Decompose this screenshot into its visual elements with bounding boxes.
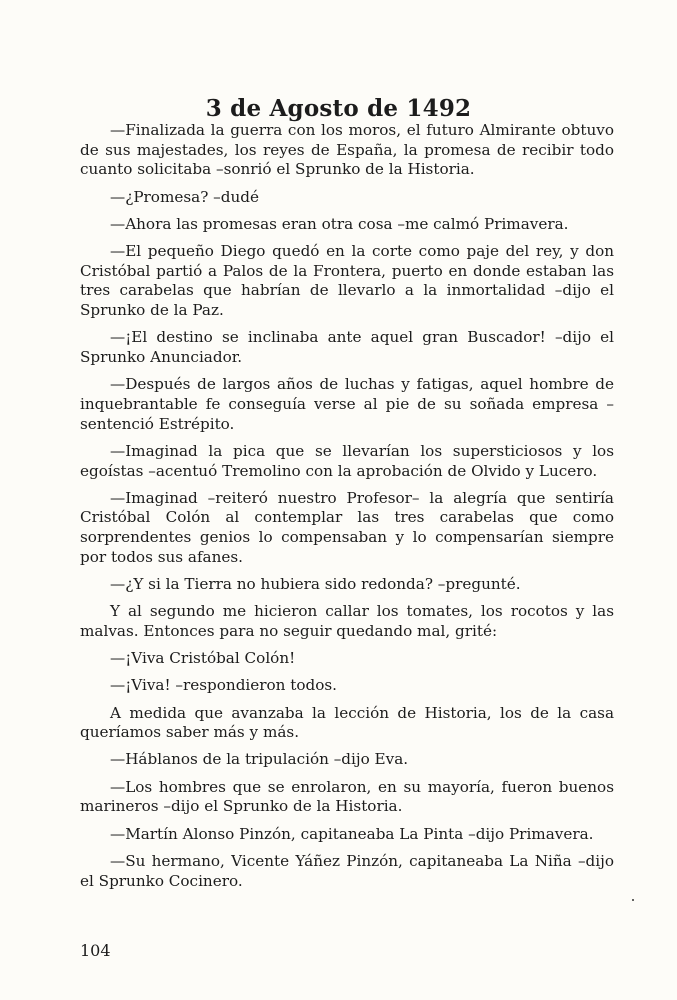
paragraph: —¿Promesa? –dudé [110, 187, 259, 206]
page-number: 104 [80, 941, 111, 960]
body-text [80, 121, 614, 899]
paragraph: —¡Viva Cristóbal Colón! [110, 649, 296, 668]
print-speck [632, 899, 634, 901]
paragraph: —Su hermano, Vicente Yáñez Pinzón, capitaneaba La Niña –dijo el Sprunko Cocinero. [80, 851, 614, 890]
paragraph: —¿Y si la Tierra no hubiera sido redonda? –pregunté. [110, 575, 521, 594]
paragraph: —El pequeño Diego quedó en la corte como paje del rey, y don Cristóbal partió a Palos de la Frontera, puerto en donde estaban las tres carabelas que habrían de llevarlo a la inmortalidad –dijo el Sprunko de la Paz. [80, 242, 614, 320]
paragraph: —¡Viva! –respondieron todos. [110, 676, 338, 695]
paragraph: —Los hombres que se enrolaron, en su mayoría, fueron buenos marineros –dijo el Sprunko de la Historia. [80, 777, 614, 816]
paragraph: —Háblanos de la tripulación –dijo Eva. [110, 750, 409, 769]
page-title: 3 de Agosto de 1492 [205, 95, 472, 123]
paragraph: A medida que avanzaba la lección de Historia, los de la casa queríamos saber más y más. [80, 703, 614, 742]
paragraph: —Ahora las promesas eran otra cosa –me calmó Primavera. [110, 214, 569, 233]
paragraph: —Imaginad la pica que se llevarían los supersticiosos y los egoístas –acentuó Tremolino con la aprobación de Olvido y Lucero. [80, 441, 614, 480]
paragraph: —Imaginad –reiteró nuestro Profesor– la alegría que sentiría Cristóbal Colón al contemplar las tres carabelas que como sorprendentes genios lo compensaban y lo compensarían siempre por todos sus afanes. [80, 488, 614, 566]
paragraph: —Finalizada la guerra con los moros, el futuro Almirante obtuvo de sus majestades, los reyes de España, la promesa de recibir todo cuanto solicitaba –sonrió el Sprunko de la Historia. [80, 121, 614, 179]
paragraph: —¡El destino se inclinaba ante aquel gran Buscador! –dijo el Sprunko Anunciador. [80, 328, 614, 367]
paragraph: Y al segundo me hicieron callar los tomates, los rocotos y las malvas. Entonces para no seguir quedando mal, grité: [80, 602, 614, 640]
paragraph: —Después de largos años de luchas y fatigas, aquel hombre de inquebrantable fe conseguía verse al pie de su soñada empresa –sentenció Estrépito. [80, 375, 614, 433]
paragraph: —Martín Alonso Pinzón, capitaneaba La Pinta –dijo Primavera. [110, 824, 594, 843]
